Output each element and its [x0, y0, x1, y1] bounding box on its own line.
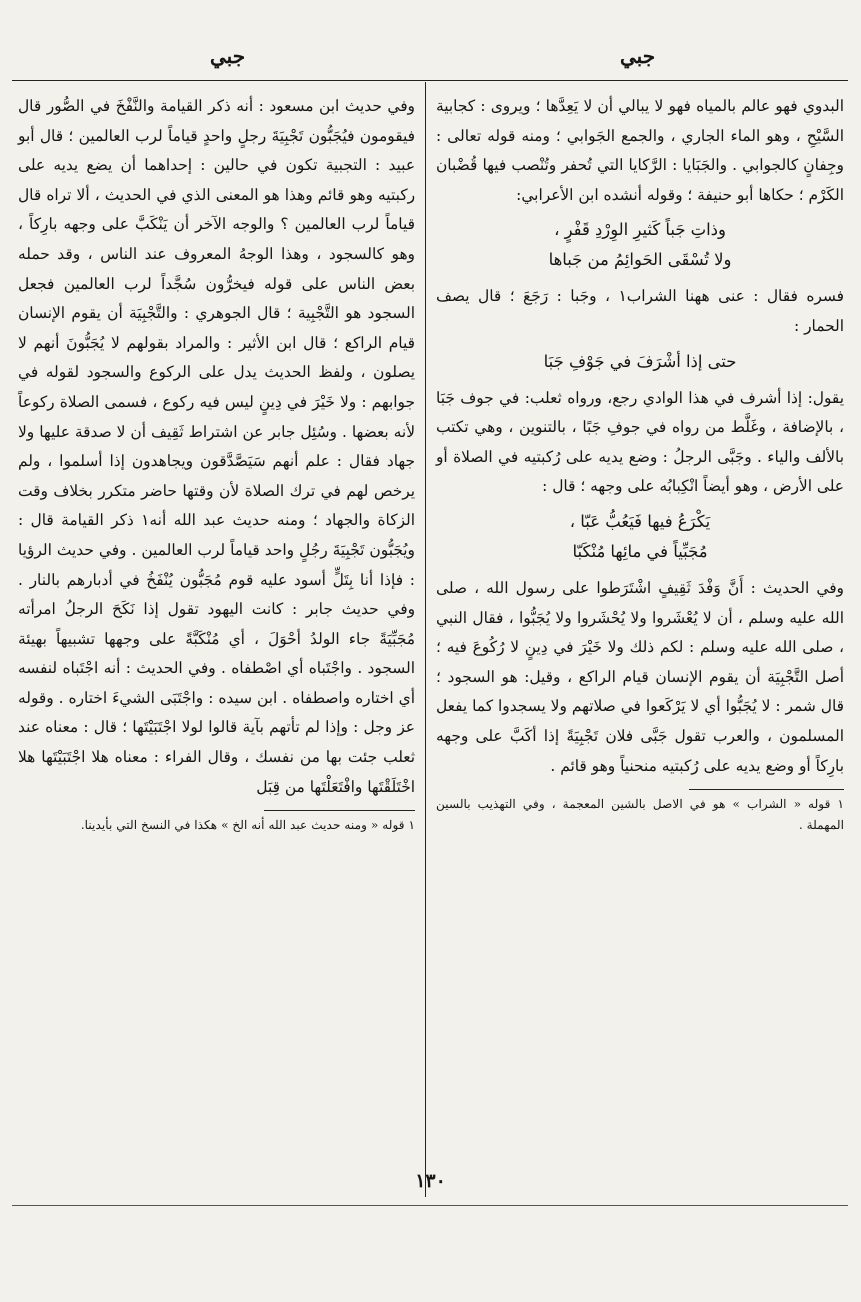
left-footnote-rule — [264, 810, 415, 811]
right-paragraph-1: البدوي فهو عالم بالمياه فهو لا يبالي أن لا يَعِدَّها ؛ ويروى : كجابية السَّيْحِ ، وهو الماء الجاري ، والجمع الجَوابي ؛ ومنه قوله تعالى : وجِفانٍ كالجوابي . والجَبَايا : الرَّكايا التي تُحفر وتُنْصب فيها قُضْبان الكَرْم ؛ حكاها أبو حنيفة ؛ وقوله أنشده ابن الأعرابي: — [436, 97, 844, 204]
right-column — [436, 92, 844, 836]
page-number: ١٣٠ — [415, 1170, 446, 1192]
verse-3-line-1: يَكْرَعُ فيها فَيَعُبُّ عَبّا ، — [569, 511, 711, 531]
right-paragraph-4: وفي الحديث : أَنَّ وَفْدَ ثَقِيفٍ اشْتَرَطوا على رسول الله ، صلى الله عليه وسلم ، أن لا يُعْشَروا ولا يُحْشَروا ولا يُجَبُّوا ، فقال النبي ، صلى الله عليه وسلم : لكم ذلك ولا خَيْرَ في دِينٍ لا رُكُوعَ فيه ؛ أصل التَّجْبِيَة أن يقوم الإنسان قيام الراكع ، وقيل: هو السجود ؛ قال شمر : لا يُجَبُّوا أي لا يَرْكَعوا في صلاتهم ولا يسجدوا كما يفعل المسلمون ، والعرب تقول جَبَّى فلان تَجْبِيَةً إذا أكَبَّ على وجهه بارِكاً أو وضع يديه على رُكبتيه منحنياً وهو قائم . — [436, 578, 844, 775]
verse-1-line-1: وذاتِ جَباً كَثيرِ الوِرْدِ قَفْرٍ ، — [554, 220, 726, 240]
column-divider — [425, 82, 426, 1197]
verse-3-line-2: مُجَبِّياً في مائِها مُنْكَبّا — [572, 541, 708, 561]
right-paragraph-3: يقول: إذا أشرف في هذا الوادي رجع، ورواه ثعلب: في جوف جَبَا ، بالإضافة ، وغَلَّط من رواه في جوفِ جَبًا ، بالتنوين ، وهي تكتب بالألف والياء . وجَبَّى الرجلُ : وضع يديه على رُكبتيه في الصلاة أو على الأرض ، وهو أيضاً انْكِبابُه على وجهه ؛ قال : — [436, 388, 845, 496]
right-column-header: جبي — [620, 44, 656, 68]
right-footnote-rule — [689, 789, 844, 790]
verse-1-line-2: ولا تُسْقَى الحَوائِمُ من جَباها — [548, 250, 732, 270]
left-paragraph-1: وفي حديث ابن مسعود : أنه ذكر القيامة والنَّفْخَ في الصُّور قال فيقومون فيُجَبُّون تَجْبِيَةَ رجلٍ واحدٍ قياماً لرب العالمين ؛ قال أبو عبيد : التجبية تكون في حالين : إحداهما أن يضع يديه على ركبتيه وهو قائم وهذا هو المعنى الذي في الحديث ، ألا تراه قال قياماً لرب العالمين ؟ والوجه الآخر أن يَنْكَبَّ على وجهه بارِكاً ، وهو كالسجود ، وهذا الوجهُ المعروف عند الناس ، وقد حمله بعض الناس على قوله فيخرُّون سُجَّداً لرب العالمين فجعل السجود هو التَّجْبِية ؛ قال الجوهري : والتَّجْبِيَة أن يقوم الإنسان قيام الراكع ؛ قال ابن الأثير : والمراد بقولهم لا يُجَبُّونَ أنهم لا يصلون ، ولفظ الحديث يدل على الركوع والسجود لقوله في جوابهم : ولا خَيْرَ في دِينٍ ليس فيه ركوع ، فسمى الصلاة ركوعاً لأنه بعضها . وسُئِل جابر عن اشتراط ثَقِيف أن لا صدقة عليها ولا جهاد فقال : علم أنهم سَيَصَّدَّقون ويجاهدون إذا أسلموا ، ولم يرخص لهم في ترك الصلاة لأن وقتها حاضر متكرر بخلاف وقت الزكاة والجهاد ؛ ومنه حديث عبد الله أنه١ ذكر القيامة قال : ويُجَبُّون تَجْبِيَةَ رجُلٍ واحد قياماً لرب العالمين . وفي حديث الرؤيا : فإذا أنا بِتَلٍّ أسود عليه قوم مُجَبُّون يُنْفَخُ في أدبارهم بالنار . وفي حديث جابر : كانت اليهود تقول إذا نَكَحَ الرجلُ امرأته مُجَبِّيَةً جاء الولدُ أحْوَلَ ، أي مُنْكَبَّةً على وجهها تشبيهاً بهيئة السجود . واجْتَباه أي اصْطفاه . وفي الحديث : أنه اجْتَباه لنفسه أي اختاره واصطفاه . ابن سيده : واجْتَبَى الشيءَ اختاره . وقوله عز وجل : وإذا لم تأتهم بآية قالوا لولا اجْتَبَيْتَها ؛ قال : معناه عند ثعلب جئت بها من نفسك ، وقال الفراء : معناه هلا اجْتَبَيْتَها هلا اخْتَلَقْتَها وافْتَعَلْتَها من قِبَل — [18, 97, 415, 796]
header-rule — [12, 80, 848, 81]
verse-2: حتى إذا أشْرَفَ في جَوْفِ جَبَا — [543, 351, 737, 371]
right-paragraph-2: فسره فقال : عنى ههنا الشراب١ ، وجَبا : رَجَعَ ؛ قال يصف الحمار : — [436, 287, 844, 335]
left-footnote: ١ قوله « ومنه حديث عبد الله أنه الخ » هكذا في النسخ التي بأيدينا. — [80, 818, 415, 833]
left-column — [18, 92, 415, 836]
left-column-header: جبي — [210, 44, 246, 68]
right-footnote: ١ قوله « الشراب » هو في الاصل بالشين المعجمة ، وفي التهذيب بالسين المهملة . — [436, 797, 844, 833]
footer-rule — [12, 1205, 848, 1206]
